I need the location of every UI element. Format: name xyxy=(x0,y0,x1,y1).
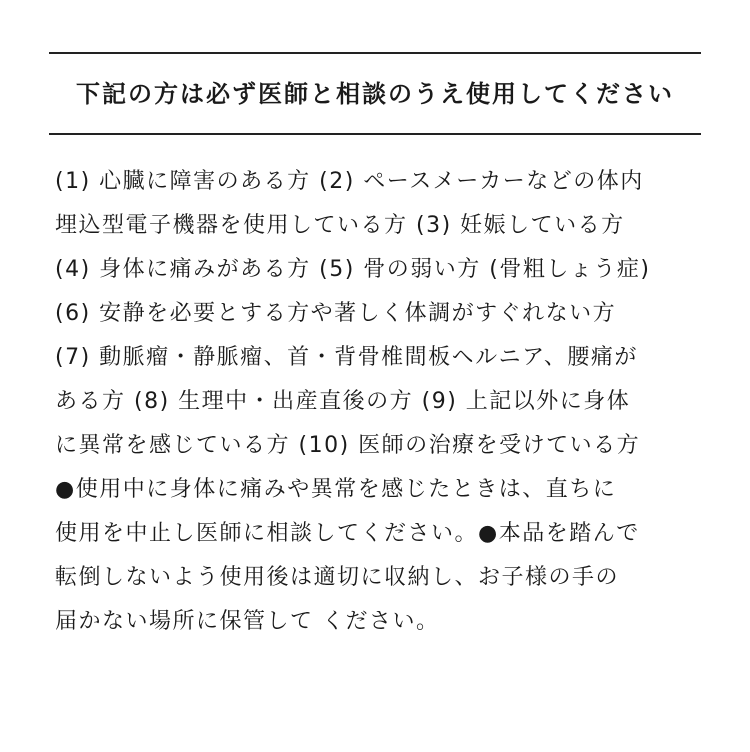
text-line: (1) 心臓に障害のある方 (2) ペースメーカーなどの体内 xyxy=(55,169,644,194)
text-line: ●使用中に身体に痛みや異常を感じたときは、直ちに xyxy=(55,477,617,502)
text-line: 使用を中止し医師に相談してください。●本品を踏んで xyxy=(55,521,640,546)
text-line: (4) 身体に痛みがある方 (5) 骨の弱い方 (骨粗しょう症) xyxy=(55,257,651,282)
text-line: 届かない場所に保管して ください。 xyxy=(55,609,440,634)
text-line: に異常を感じている方 (10) 医師の治療を受けている方 xyxy=(55,433,641,458)
precautions-text xyxy=(55,160,705,644)
warning-heading: 下記の方は必ず医師と相談のうえ使用してください xyxy=(76,80,674,108)
bottom-divider xyxy=(49,133,701,135)
top-divider xyxy=(49,52,701,54)
text-line: 埋込型電子機器を使用している方 (3) 妊娠している方 xyxy=(55,213,625,238)
text-line: (7) 動脈瘤・静脈瘤、首・背骨椎間板ヘルニア、腰痛が xyxy=(55,345,638,370)
text-line: (6) 安静を必要とする方や著しく体調がすぐれない方 xyxy=(55,301,617,326)
text-line: ある方 (8) 生理中・出産直後の方 (9) 上記以外に身体 xyxy=(55,389,631,414)
text-line: 転倒しないよう使用後は適切に収納し、お子様の手の xyxy=(55,565,620,590)
